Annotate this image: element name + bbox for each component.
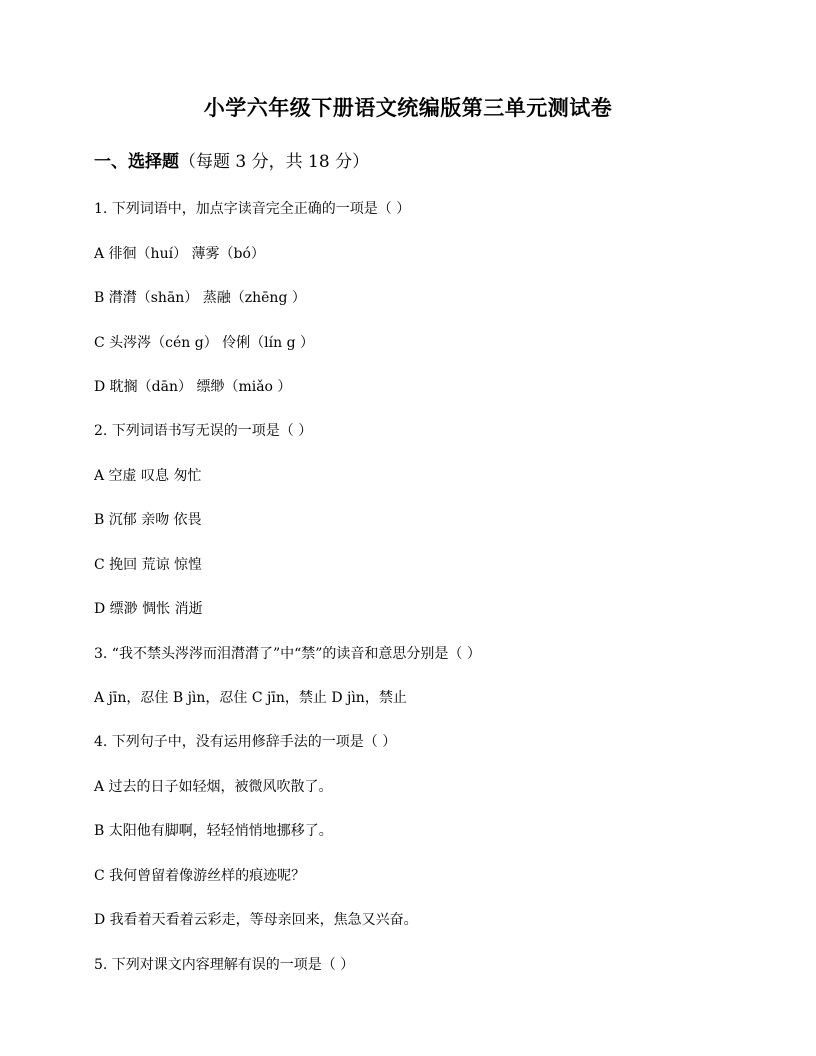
question-2: 2. 下列词语书写无误的一项是（ ） <box>94 423 313 439</box>
question-4: 4. 下列句子中，没有运用修辞手法的一项是（ ） <box>94 734 397 750</box>
question-1-option-b: B 潸潸（shān） 蒸融（zhēng ） <box>94 290 306 306</box>
question-1-option-a: A 徘徊（huí） 薄雾（bó） <box>94 246 265 262</box>
question-2-option-a: A 空虚 叹息 匆忙 <box>94 468 202 484</box>
question-5: 5. 下列对课文内容理解有误的一项是（ ） <box>94 957 355 973</box>
question-4-option-a: A 过去的日子如轻烟，被微风吹散了。 <box>94 779 333 795</box>
question-2-option-c: C 挽回 荒谅 惊惶 <box>94 557 203 573</box>
question-1-option-d: D 耽搁（dān） 缥缈（miǎo ） <box>94 379 292 395</box>
question-1-option-c: C 头涔涔（cén g） 伶俐（lín g ） <box>94 335 315 351</box>
question-2-option-b: B 沉郁 亲吻 依畏 <box>94 512 202 528</box>
page-title: 小学六年级下册语文统编版第三单元测试卷 <box>203 95 613 120</box>
section-points: （每题 3 分，共 18 分） <box>179 152 370 172</box>
question-4-option-d: D 我看着天看着云彩走，等母亲回来，焦急又兴奋。 <box>94 912 418 928</box>
section-heading <box>94 150 369 174</box>
question-4-option-c: C 我何曾留着像游丝样的痕迹呢？ <box>94 868 306 884</box>
question-4-option-b: B 太阳他有脚啊，轻轻悄悄地挪移了。 <box>94 823 333 839</box>
question-2-option-d: D 缥渺 惆怅 消逝 <box>94 601 203 617</box>
question-1: 1. 下列词语中，加点字读音完全正确的一项是（ ） <box>94 201 411 217</box>
question-3-options: A jīn，忍住 B jìn，忍住 C jīn，禁止 D jìn，禁止 <box>94 690 407 706</box>
question-3: 3. “我不禁头涔涔而泪潸潸了”中“禁”的读音和意思分别是（ ） <box>94 646 481 662</box>
section-heading-label: 一、选择题 <box>94 152 179 172</box>
